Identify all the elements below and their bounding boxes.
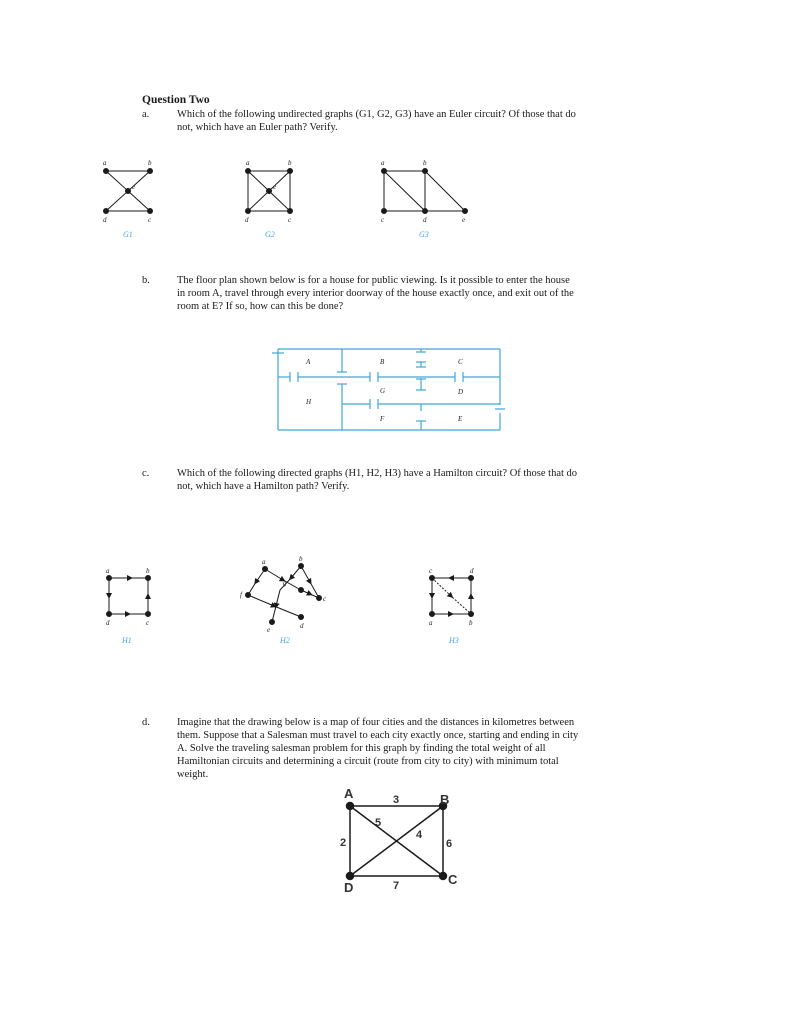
edge-weight: 5 [375,817,382,829]
vertex [299,615,304,620]
vertex [107,612,112,617]
room-label: G [380,387,386,395]
vertex-label: c [148,216,152,224]
vertex-label: d [106,619,110,627]
vertex [299,564,304,569]
vertex [430,612,435,617]
graph-h3 [430,576,474,617]
graph-label: G1 [123,230,133,239]
question-label: b. [142,275,150,286]
question-label: c. [142,468,150,479]
graph-label: H3 [449,636,459,645]
vertex [430,576,435,581]
question-line: not, which have a Hamilton path? Verify. [177,481,350,492]
city-vertex [347,803,354,810]
room-label: C [458,358,463,366]
edge [248,569,265,595]
vertex-label: g [283,579,287,587]
edge-weight: 3 [393,794,400,806]
vertex-label: a [106,567,110,575]
vertex [146,612,151,617]
vertex [382,169,387,174]
vertex-label: b [469,619,473,627]
question-line: in room A, travel through every interior doorway of the house exactly once, and exit out of the [177,288,574,299]
city-vertex [440,873,447,880]
vertex [104,209,109,214]
vertex [270,620,275,625]
graph-h1 [107,576,151,617]
edge [384,171,425,211]
vertex-label: d [300,622,304,630]
vertex-label: d [470,567,474,575]
vertex-label: c [323,595,327,603]
edge [301,566,319,598]
vertex-label: b [423,159,427,167]
city-vertex [347,873,354,880]
edge-weight: 7 [393,880,400,892]
city-label: C [448,872,458,887]
question-line: weight. [177,769,209,780]
vertex [288,209,293,214]
graph-label: G2 [265,230,275,239]
graph-label: G3 [419,230,429,239]
vertex [423,209,428,214]
vertex-label: c [288,216,292,224]
vertex [148,169,153,174]
vertex-label: f [240,591,242,599]
vertex-label: a [262,558,266,566]
tsp-graph [347,803,447,880]
edge-weight: 2 [340,837,347,849]
vertex-label: b [148,159,152,167]
vertex-label: c [146,619,150,627]
vertex-label: a [429,619,433,627]
vertex-label: d [423,216,427,224]
room-label: A [306,358,311,366]
vertex-label: c [381,216,385,224]
vertex-label: d [245,216,249,224]
question-line: not, which have an Euler path? Verify. [177,122,338,133]
vertex [146,576,151,581]
graph-g2 [246,169,293,214]
vertex [469,576,474,581]
vertex [267,189,272,194]
vertex [246,169,251,174]
graph-g1 [104,169,153,214]
question-line: A. Solve the traveling salesman problem for this graph by finding the total weight of all [177,743,546,754]
question-line: Hamiltonian circuits and determining a circuit (route from city to city) with minimum total [177,756,559,767]
edge [425,171,465,211]
vertex [299,588,304,593]
vertex-label: d [103,216,107,224]
vertex [104,169,109,174]
room-label: E [458,415,463,423]
vertex [469,612,474,617]
room-label: D [458,388,464,396]
graph-label: H2 [280,636,290,645]
question-line: Imagine that the drawing below is a map of four cities and the distances in kilometres between [177,717,575,728]
vertex-label: b [288,159,292,167]
vertex-label: e [273,183,277,191]
vertex-label: e [132,183,136,191]
vertex-label: b [299,555,303,563]
vertex [263,567,268,572]
vertex [246,209,251,214]
edge-weight: 6 [446,838,453,850]
room-label: B [380,358,385,366]
vertex [246,593,251,598]
page-title: Question Two [142,94,210,106]
graph-h2 [246,564,322,625]
question-line: Which of the following undirected graphs (G1, G2, G3) have an Euler circuit? Of those that do [177,109,576,120]
graph-g3 [382,169,468,214]
vertex-label: a [246,159,250,167]
vertex [423,169,428,174]
question-line: Which of the following directed graphs (H1, H2, H3) have a Hamilton circuit? Of those that do [177,468,578,479]
graph-label: H1 [122,636,132,645]
vertex [107,576,112,581]
vertex-label: c [429,567,433,575]
vertex [148,209,153,214]
room-label: F [380,415,385,423]
city-label: A [344,786,354,801]
edge-weight: 4 [416,829,423,841]
vertex [382,209,387,214]
question-label: d. [142,717,150,728]
question-line: room at E? If so, how can this be done? [177,301,344,312]
vertex [288,169,293,174]
vertex [317,596,322,601]
vertex-label: e [267,626,271,634]
vertex-label: a [103,159,107,167]
vertex [463,209,468,214]
edge [432,578,471,614]
room-label: H [306,398,312,406]
vertex-label: b [146,567,150,575]
vertex-label: e [462,216,466,224]
city-label: D [344,880,354,895]
vertex-label: a [381,159,385,167]
question-label: a. [142,109,150,120]
question-line: them. Suppose that a Salesman must travel to each city exactly once, starting and ending in city [177,730,579,741]
question-line: The floor plan shown below is for a house for public viewing. Is it possible to enter the house [177,275,570,286]
city-label: B [440,792,450,807]
vertex [126,189,131,194]
